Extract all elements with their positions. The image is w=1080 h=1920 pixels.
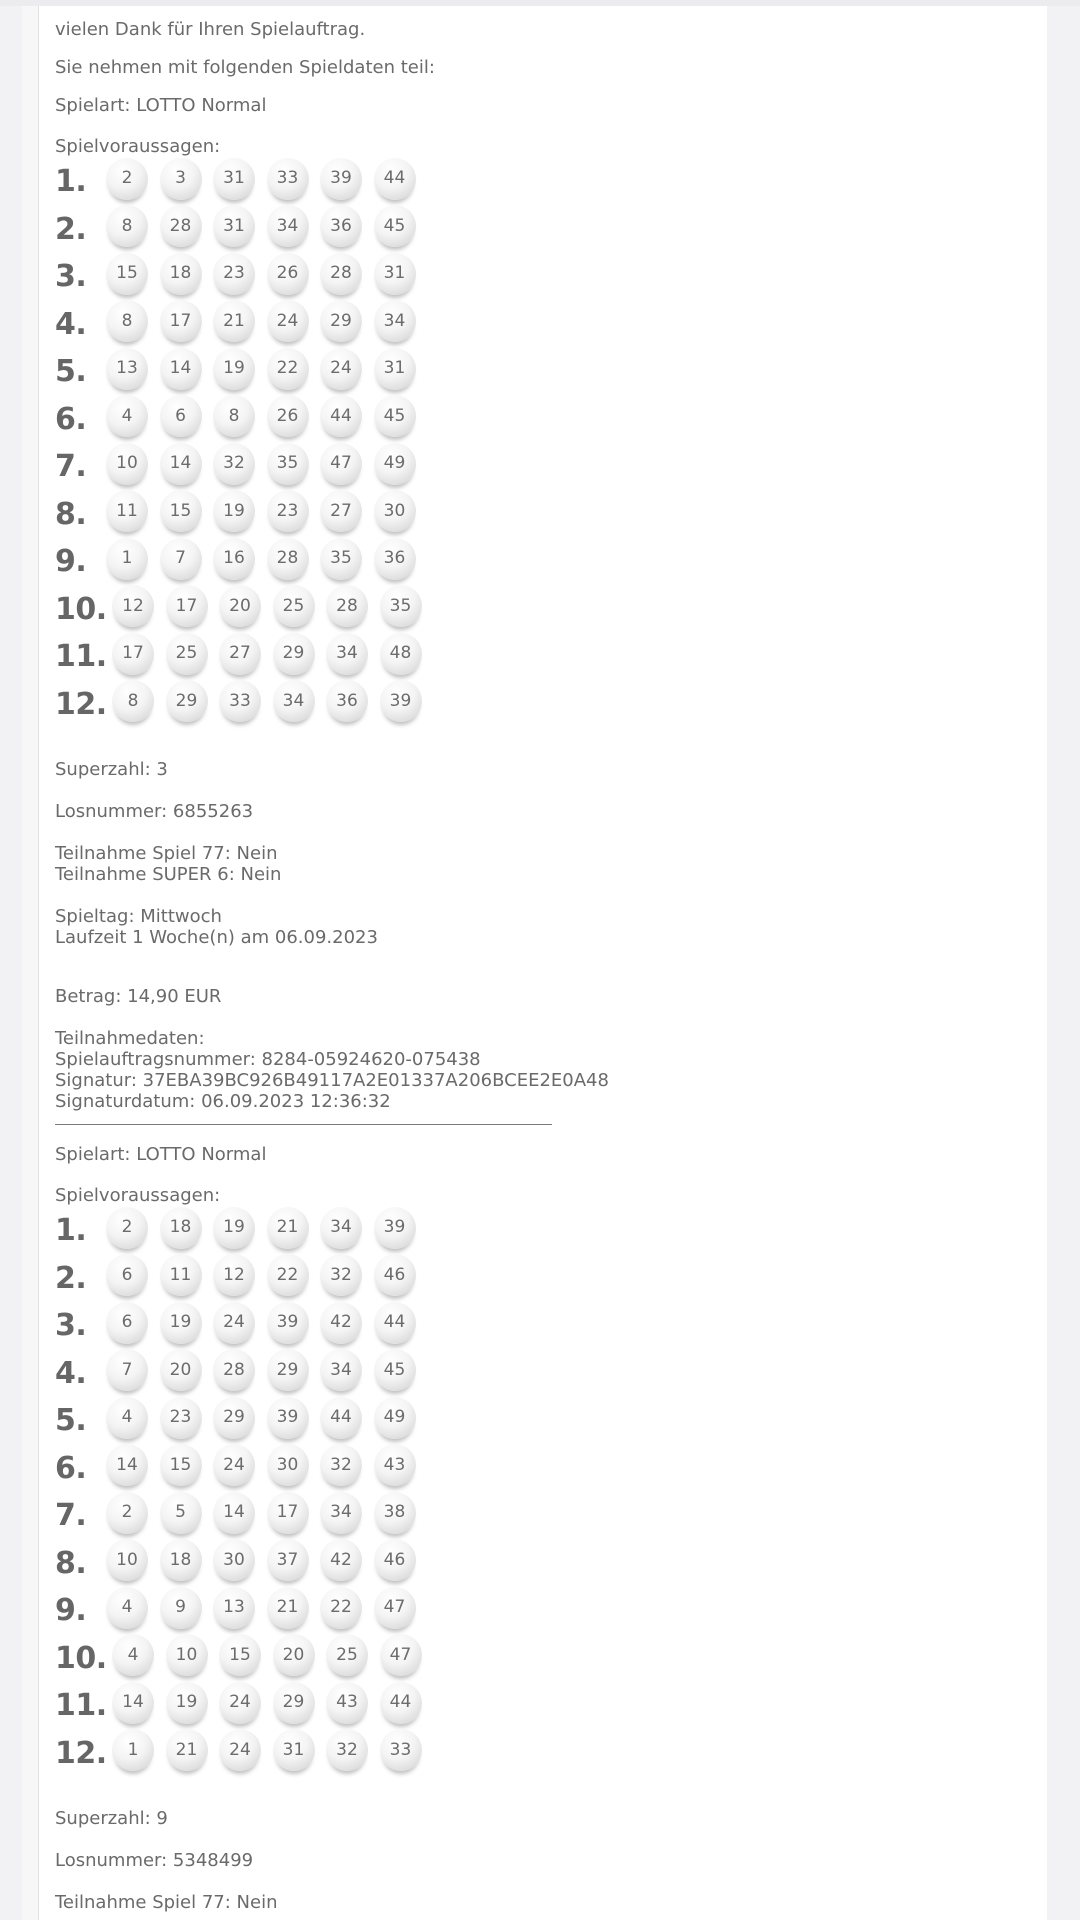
email-body <box>38 6 1047 1920</box>
lotto-ball: 10 <box>106 443 148 485</box>
lotto-ball: 7 <box>106 1349 148 1391</box>
lotto-ball: 24 <box>267 300 309 342</box>
spielart-text: Spielart: LOTTO Normal <box>55 95 267 116</box>
lotto-ball: 43 <box>374 1444 416 1486</box>
lotto-ball: 35 <box>267 443 309 485</box>
lotto-tip-row <box>55 253 1015 301</box>
lotto-ball: 43 <box>326 1682 368 1724</box>
lotto-tip-row <box>55 491 1015 539</box>
spiel77-text: Teilnahme Spiel 77: Nein <box>55 843 278 864</box>
tip-row-number: 9. <box>55 544 87 580</box>
lotto-ball: 9 <box>160 1587 202 1629</box>
lotto-ball: 44 <box>380 1682 422 1724</box>
spielart-text: Spielart: LOTTO Normal <box>55 1144 267 1165</box>
lotto-ball: 39 <box>380 680 422 722</box>
lotto-tip-row <box>55 1302 1015 1350</box>
lotto-ball: 4 <box>106 395 148 437</box>
lotto-ball: 14 <box>213 1492 255 1534</box>
lotto-ball: 20 <box>160 1349 202 1391</box>
lotto-ball: 19 <box>213 1207 255 1249</box>
lotto-ball: 6 <box>106 1302 148 1344</box>
tip-row-number: 10. <box>55 591 107 627</box>
lotto-ball: 39 <box>267 1397 309 1439</box>
lotto-ball: 4 <box>106 1587 148 1629</box>
lotto-ball: 34 <box>326 633 368 675</box>
lotto-ball: 23 <box>160 1397 202 1439</box>
lotto-ball: 31 <box>273 1729 315 1771</box>
lotto-ball: 4 <box>106 1397 148 1439</box>
lotto-ball: 45 <box>374 205 416 247</box>
lotto-ball: 47 <box>374 1587 416 1629</box>
lotto-ball: 14 <box>160 348 202 390</box>
lotto-ball: 8 <box>112 680 154 722</box>
lotto-ball: 31 <box>213 205 255 247</box>
lotto-tip-row <box>55 206 1015 254</box>
lotto-tip-row <box>55 681 1015 729</box>
lotto-ball: 2 <box>106 1492 148 1534</box>
lotto-ball: 27 <box>320 490 362 532</box>
lotto-ball: 20 <box>219 585 261 627</box>
lotto-ball: 23 <box>213 253 255 295</box>
lotto-ball: 35 <box>320 538 362 580</box>
teilnahmedaten-label: Teilnahmedaten: <box>55 1028 205 1049</box>
lotto-ball: 25 <box>273 585 315 627</box>
tip-row-number: 2. <box>55 1260 87 1296</box>
lotto-ball: 29 <box>213 1397 255 1439</box>
lotto-ball: 24 <box>219 1682 261 1724</box>
lotto-ball: 15 <box>219 1634 261 1676</box>
lotto-ball: 7 <box>160 538 202 580</box>
email-content <box>55 6 1015 1913</box>
lotto-ball: 38 <box>374 1492 416 1534</box>
tip-row-number: 3. <box>55 1308 87 1344</box>
lotto-ball: 6 <box>106 1254 148 1296</box>
lotto-ball: 31 <box>374 348 416 390</box>
lotto-ball: 12 <box>213 1254 255 1296</box>
tip-row-number: 5. <box>55 354 87 390</box>
lotto-ball: 42 <box>320 1302 362 1344</box>
tip-row-number: 12. <box>55 686 107 722</box>
lotto-ball: 14 <box>112 1682 154 1724</box>
lotto-ball: 15 <box>160 490 202 532</box>
lotto-ball: 16 <box>213 538 255 580</box>
lotto-ball: 33 <box>219 680 261 722</box>
lotto-ball: 10 <box>106 1539 148 1581</box>
lotto-ball: 30 <box>267 1444 309 1486</box>
lotto-ball: 26 <box>267 395 309 437</box>
intro-text: Sie nehmen mit folgenden Spieldaten teil: <box>55 57 435 78</box>
lotto-tip-row <box>55 301 1015 349</box>
lotto-ball: 6 <box>160 395 202 437</box>
lotto-ball: 11 <box>106 490 148 532</box>
lotto-tip-row <box>55 348 1015 396</box>
tip-row-number: 11. <box>55 639 107 675</box>
lotto-rows <box>55 1207 1015 1777</box>
tip-row-number: 7. <box>55 449 87 485</box>
tip-row-number: 2. <box>55 211 87 247</box>
lotto-ball: 32 <box>320 1254 362 1296</box>
lotto-ball: 17 <box>267 1492 309 1534</box>
tip-row-number: 8. <box>55 496 87 532</box>
lotto-ball: 27 <box>219 633 261 675</box>
lotto-ball: 36 <box>320 205 362 247</box>
lotto-ball: 36 <box>326 680 368 722</box>
lotto-ball: 21 <box>267 1207 309 1249</box>
lotto-ball: 34 <box>267 205 309 247</box>
lotto-tip-row <box>55 1540 1015 1588</box>
lotto-ball: 20 <box>273 1634 315 1676</box>
lotto-ball: 32 <box>320 1444 362 1486</box>
lotto-ball: 17 <box>112 633 154 675</box>
lotto-ball: 8 <box>106 300 148 342</box>
lotto-ball: 18 <box>160 1207 202 1249</box>
lotto-tip-row <box>55 158 1015 206</box>
lotto-ball: 47 <box>380 1634 422 1676</box>
tip-row-number: 6. <box>55 401 87 437</box>
tip-row-number: 4. <box>55 1355 87 1391</box>
lotto-ball: 36 <box>374 538 416 580</box>
lotto-tip-row <box>55 1682 1015 1730</box>
losnummer-text: Losnummer: 5348499 <box>55 1850 254 1871</box>
lotto-ball: 28 <box>267 538 309 580</box>
lotto-ball: 34 <box>320 1207 362 1249</box>
lotto-ball: 18 <box>160 253 202 295</box>
lotto-ball: 46 <box>374 1539 416 1581</box>
lotto-ball: 35 <box>380 585 422 627</box>
lotto-ball: 45 <box>374 395 416 437</box>
auftragsnummer-text: Spielauftragsnummer: 8284-05924620-075438 <box>55 1049 481 1070</box>
lotto-ball: 22 <box>267 348 309 390</box>
tip-row-number: 12. <box>55 1735 107 1771</box>
lotto-ball: 19 <box>213 348 255 390</box>
lotto-ball: 42 <box>320 1539 362 1581</box>
lotto-ball: 14 <box>106 1444 148 1486</box>
lotto-ball: 1 <box>112 1729 154 1771</box>
lotto-ball: 44 <box>320 395 362 437</box>
lotto-ball: 33 <box>267 158 309 200</box>
lotto-ball: 21 <box>213 300 255 342</box>
lotto-ball: 19 <box>166 1682 208 1724</box>
lotto-tip-row <box>55 443 1015 491</box>
lotto-ball: 18 <box>160 1539 202 1581</box>
lotto-ball: 22 <box>267 1254 309 1296</box>
lotto-ball: 13 <box>106 348 148 390</box>
lotto-ball: 28 <box>213 1349 255 1391</box>
lotto-ball: 44 <box>320 1397 362 1439</box>
superzahl-text: Superzahl: 3 <box>55 759 168 780</box>
tip-row-number: 11. <box>55 1688 107 1724</box>
greeting-text: vielen Dank für Ihren Spielauftrag. <box>55 19 366 40</box>
lotto-ball: 23 <box>267 490 309 532</box>
tip-row-number: 6. <box>55 1450 87 1486</box>
lotto-ball: 34 <box>273 680 315 722</box>
tip-row-number: 3. <box>55 259 87 295</box>
lotto-rows <box>55 158 1015 728</box>
lotto-ball: 2 <box>106 1207 148 1249</box>
lotto-ball: 44 <box>374 1302 416 1344</box>
lotto-tip-row <box>55 586 1015 634</box>
laufzeit-text: Laufzeit 1 Woche(n) am 06.09.2023 <box>55 927 378 948</box>
lotto-ball: 8 <box>106 205 148 247</box>
tip-row-number: 8. <box>55 1545 87 1581</box>
lotto-ball: 44 <box>374 158 416 200</box>
lotto-ball: 32 <box>213 443 255 485</box>
lotto-tip-row <box>55 1587 1015 1635</box>
spielvoraussagen-label: Spielvoraussagen: <box>55 1185 221 1206</box>
lotto-ball: 21 <box>166 1729 208 1771</box>
lotto-ball: 12 <box>112 585 154 627</box>
lotto-tip-row <box>55 538 1015 586</box>
lotto-ball: 15 <box>160 1444 202 1486</box>
lotto-ball: 45 <box>374 1349 416 1391</box>
lotto-ball: 8 <box>213 395 255 437</box>
lotto-tip-row <box>55 1492 1015 1540</box>
lotto-ball: 49 <box>374 443 416 485</box>
spiel77-text: Teilnahme Spiel 77: Nein <box>55 1892 278 1913</box>
lotto-ball: 29 <box>273 633 315 675</box>
lotto-ball: 34 <box>374 300 416 342</box>
signaturdatum-text: Signaturdatum: 06.09.2023 12:36:32 <box>55 1091 391 1112</box>
lotto-ball: 15 <box>106 253 148 295</box>
tip-row-number: 5. <box>55 1403 87 1439</box>
lotto-ball: 48 <box>380 633 422 675</box>
lotto-ball: 10 <box>166 1634 208 1676</box>
tip-row-number: 1. <box>55 1213 87 1249</box>
tip-row-number: 7. <box>55 1498 87 1534</box>
lotto-ball: 24 <box>320 348 362 390</box>
lotto-ball: 39 <box>320 158 362 200</box>
lotto-ball: 11 <box>160 1254 202 1296</box>
lotto-ball: 28 <box>320 253 362 295</box>
lotto-ball: 24 <box>213 1444 255 1486</box>
losnummer-text: Losnummer: 6855263 <box>55 801 254 822</box>
lotto-ball: 22 <box>320 1587 362 1629</box>
spielvoraussagen-label: Spielvoraussagen: <box>55 136 221 157</box>
lotto-ball: 30 <box>374 490 416 532</box>
lotto-tip-row <box>55 1445 1015 1493</box>
lotto-tip-row <box>55 1730 1015 1778</box>
lotto-tip-row <box>55 1350 1015 1398</box>
super6-text: Teilnahme SUPER 6: Nein <box>55 864 282 885</box>
lotto-ball: 21 <box>267 1587 309 1629</box>
lotto-ball: 25 <box>166 633 208 675</box>
lotto-ball: 39 <box>374 1207 416 1249</box>
tip-row-number: 9. <box>55 1593 87 1629</box>
lotto-tip-row <box>55 1207 1015 1255</box>
lotto-ball: 28 <box>326 585 368 627</box>
lotto-ball: 29 <box>267 1349 309 1391</box>
lotto-ball: 3 <box>160 158 202 200</box>
signatur-text: Signatur: 37EBA39BC926B49117A2E01337A206BCEE2E0A48 <box>55 1070 609 1091</box>
lotto-ball: 14 <box>160 443 202 485</box>
lotto-ball: 19 <box>160 1302 202 1344</box>
betrag-text: Betrag: 14,90 EUR <box>55 986 222 1007</box>
lotto-ball: 34 <box>320 1349 362 1391</box>
lotto-ball: 24 <box>213 1302 255 1344</box>
lotto-ball: 4 <box>112 1634 154 1676</box>
lotto-ball: 46 <box>374 1254 416 1296</box>
lotto-ball: 29 <box>273 1682 315 1724</box>
lotto-tip-row <box>55 633 1015 681</box>
lotto-ball: 19 <box>213 490 255 532</box>
lotto-tip-row <box>55 396 1015 444</box>
lotto-ball: 17 <box>166 585 208 627</box>
lotto-ball: 29 <box>166 680 208 722</box>
lotto-ball: 24 <box>219 1729 261 1771</box>
lotto-ball: 1 <box>106 538 148 580</box>
tip-row-number: 4. <box>55 306 87 342</box>
lotto-ball: 28 <box>160 205 202 247</box>
lotto-ball: 49 <box>374 1397 416 1439</box>
lotto-ball: 29 <box>320 300 362 342</box>
lotto-ball: 30 <box>213 1539 255 1581</box>
lotto-ball: 13 <box>213 1587 255 1629</box>
lotto-ball: 5 <box>160 1492 202 1534</box>
spieltag-text: Spieltag: Mittwoch <box>55 906 222 927</box>
lotto-ball: 26 <box>267 253 309 295</box>
tip-row-number: 10. <box>55 1640 107 1676</box>
lotto-ball: 25 <box>326 1634 368 1676</box>
lotto-tip-row <box>55 1397 1015 1445</box>
lotto-ball: 33 <box>380 1729 422 1771</box>
lotto-ball: 17 <box>160 300 202 342</box>
lotto-ball: 39 <box>267 1302 309 1344</box>
lotto-tip-row <box>55 1255 1015 1303</box>
lotto-ball: 31 <box>374 253 416 295</box>
superzahl-text: Superzahl: 9 <box>55 1808 168 1829</box>
lotto-ball: 31 <box>213 158 255 200</box>
lotto-ball: 34 <box>320 1492 362 1534</box>
lotto-ball: 32 <box>326 1729 368 1771</box>
lotto-ball: 37 <box>267 1539 309 1581</box>
lotto-ball: 47 <box>320 443 362 485</box>
tip-row-number: 1. <box>55 164 87 200</box>
lotto-ball: 2 <box>106 158 148 200</box>
lotto-tip-row <box>55 1635 1015 1683</box>
